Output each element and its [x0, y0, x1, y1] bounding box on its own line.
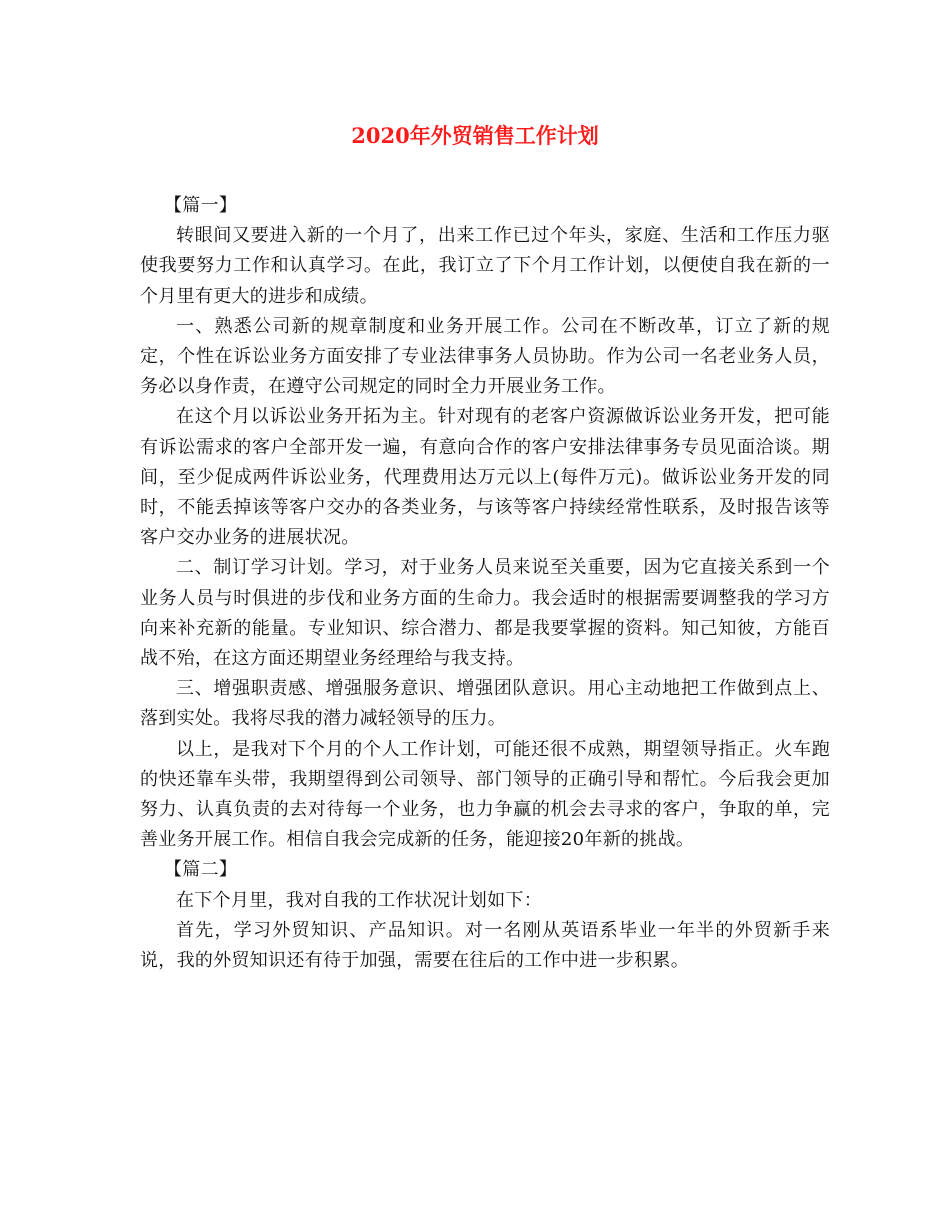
paragraph: 在这个月以诉讼业务开拓为主。针对现有的老客户资源做诉讼业务开发，把可能有诉讼需求的客户全部开发一遍，有意向合作的客户安排法律事务专员见面洽谈。期间，至少促成两件诉讼业务，代理费用达万元以上(每件万元)。做诉讼业务开发的同时，不能丢掉该等客户交办的各类业务，与该等客户持续经常性联系，及时报告该等客户交办业务的进展状况。	[140, 406, 830, 549]
paragraph: 二、制订学习计划。学习，对于业务人员来说至关重要，因为它直接关系到一个业务人员与时俱进的步伐和业务方面的生命力。我会适时的根据需要调整我的学习方向来补充新的能量。专业知识、综合潜力、都是我要掌握的资料。知己知彼，方能百战不殆，在这方面还期望业务经理给与我支持。	[140, 557, 830, 670]
document-body	[140, 191, 830, 976]
paragraph: 在下个月里，我对自我的工作状况计划如下：	[176, 889, 542, 911]
document-title: 2020年外贸销售工作计划	[351, 123, 599, 148]
paragraph: 一、熟悉公司新的规章制度和业务开展工作。公司在不断改革，订立了新的规定，个性在诉讼业务方面安排了专业法律事务人员协助。作为公司一名老业务人员，务必以身作责，在遵守公司规定的同时全力开展业务工作。	[140, 315, 830, 398]
paragraph: 转眼间又要进入新的一个月了，出来工作已过个年头，家庭、生活和工作压力驱使我要努力工作和认真学习。在此，我订立了下个月工作计划，以便使自我在新的一个月里有更大的进步和成绩。	[140, 225, 830, 307]
paragraph: 首先，学习外贸知识、产品知识。对一名刚从英语系毕业一年半的外贸新手来说，我的外贸知识还有待于加强，需要在往后的工作中进一步积累。	[140, 919, 830, 972]
section-heading-2: 【篇二】	[164, 859, 238, 881]
paragraph: 以上，是我对下个月的个人工作计划，可能还很不成熟，期望领导指正。火车跑的快还靠车头带，我期望得到公司领导、部门领导的正确引导和帮忙。今后我会更加努力、认真负责的去对待每一个业务，也力争赢的机会去寻求的客户，争取的单，完善业务开展工作。相信自我会完成新的任务，能迎接20年新的挑战。	[140, 738, 830, 851]
section-heading-1: 【篇一】	[164, 195, 238, 216]
paragraph: 三、增强职责感、增强服务意识、增强团队意识。用心主动地把工作做到点上、落到实处。我将尽我的潜力减轻领导的压力。	[140, 678, 830, 730]
